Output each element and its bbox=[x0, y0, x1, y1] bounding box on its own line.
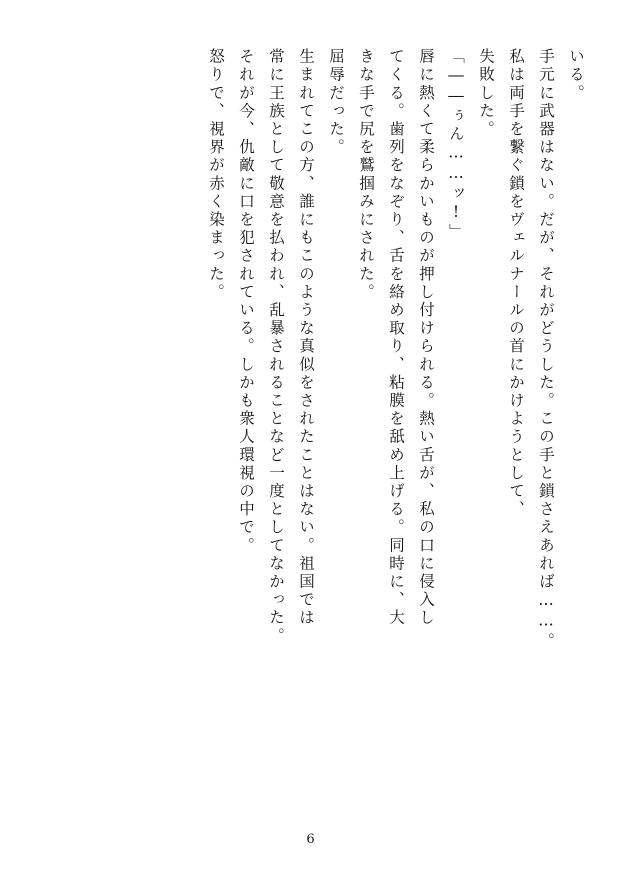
text-line: 私は両手を繋ぐ鎖をヴェルナールの首にかけようとして、 bbox=[507, 48, 525, 519]
vertical-text-body bbox=[38, 48, 583, 805]
text-line: 怒りで、視界が赤く染まった。 bbox=[207, 48, 225, 302]
text-line: 唇に熱くて柔らかいものが押し付けられる。熱い舌が、私の口に侵入し bbox=[417, 48, 435, 628]
text-line: てくる。歯列をなぞり、舌を絡め取り、粘膜を舐め上げる。同時に、大 bbox=[387, 48, 405, 628]
text-line: 常に王族として敬意を払われ、乱暴されることなど一度としてなかった。 bbox=[267, 48, 285, 646]
text-line: 屈辱だった。 bbox=[327, 48, 345, 157]
text-line: 生まれてこの方、誰にもこのような真似をされたことはない。祖国では bbox=[297, 48, 315, 628]
page-number: 6 bbox=[306, 832, 315, 847]
text-line: きな手で尻を鷲掴みにされた。 bbox=[357, 48, 375, 302]
text-line: いる。 bbox=[567, 48, 585, 103]
text-line: 「――ぅん……ッ!」 bbox=[447, 48, 465, 242]
text-line: それが今、仇敵に口を犯されている。しかも衆人環視の中で。 bbox=[237, 48, 255, 555]
text-line: 失敗した。 bbox=[477, 48, 495, 139]
text-line: 手元に武器はない。だが、それがどうした。この手と鎖さえあれば……。 bbox=[537, 48, 555, 651]
